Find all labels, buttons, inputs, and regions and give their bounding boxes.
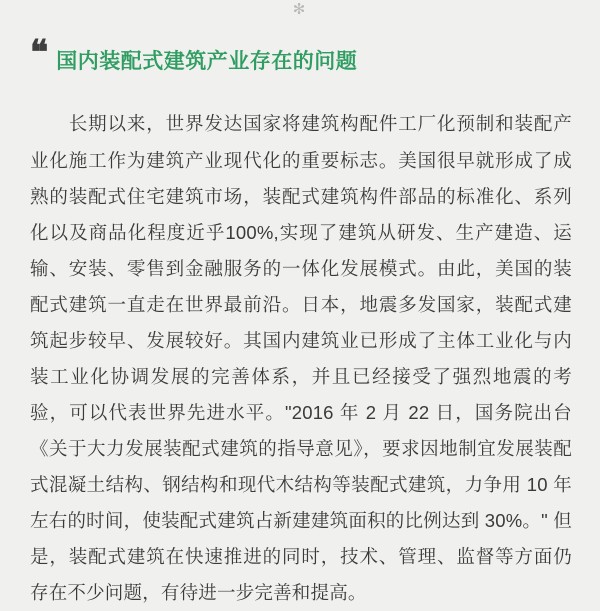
quote-mark-icon: ❝ <box>30 33 49 73</box>
article-heading-row <box>30 34 572 90</box>
article-content <box>0 18 600 603</box>
decorative-ornament-icon: ✻ <box>292 0 308 18</box>
article-body: 长期以来，世界发达国家将建筑构配件工厂化预制和装配产业化施工作为建筑产业现代化的重要标志。美国很早就形成了成熟的装配式住宅建筑市场，装配式建筑构件部品的标准化、系列化以及商品化程度近乎100%,实现了建筑从研发、生产建造、运输、安装、零售到金融服务的一体化发展模式。由此，美国的装配式建筑一直走在世界最前沿。日本，地震多发国家，装配式建筑起步较早、发展较好。其国内建筑业已形成了主体工业化与内装工业化协调发展的完善体系，并且已经接受了强烈地震的考验，可以代表世界先进水平。"2016 年 2 月 22 日，国务院出台《关于大力发展装配式建筑的指导意见》，要求因地制宜发展装配式混凝土结构、钢结构和现代木结构等装配式建筑，力争用 10 年左右的时间，使装配式建筑占新建建筑面积的比例达到 30%。" 但是，装配式建筑在快速推进的同时，技术、管理、监督等方面仍存在不少问题，有待进一步完善和提高。 <box>30 113 572 604</box>
article-heading: 国内装配式建筑产业存在的问题 <box>56 50 358 74</box>
